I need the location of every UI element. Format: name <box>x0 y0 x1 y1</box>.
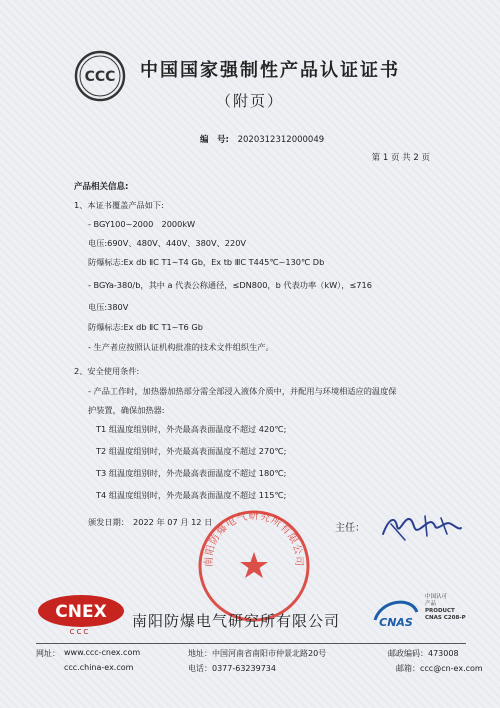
product1-voltage: 电压:690V、480V、440V、380V、220V <box>88 238 247 248</box>
product2-voltage: 电压:380V <box>88 302 129 312</box>
postcode: 邮政编码：473008 <box>388 649 459 658</box>
certificate-title: 中国国家强制性产品认证证书 <box>140 60 400 81</box>
website-link-2[interactable]: ccc.china-ex.com <box>64 663 134 672</box>
cnas-code: CNAS C208-P <box>425 615 466 621</box>
director-label: 主任： <box>335 523 365 534</box>
cnas-product: PRODUCT <box>425 608 455 614</box>
product2-ex-mark: 防爆标志:Ex db ⅡC T1~T6 Gb <box>88 322 203 332</box>
certificate-subtitle: （附页） <box>215 92 284 110</box>
issue-date: 颁发日期： 2022 年 07 月 12 日 <box>88 517 213 527</box>
temp-class-t3: T3 组温度组别时，外壳最高表面温度不超过 180℃; <box>96 468 287 478</box>
product1-ex-mark: 防爆标志:Ex db ⅡC T1~T4 Gb，Ex tb ⅢC T445℃~130℃ Db <box>88 257 325 267</box>
condition-line-1: - 产品工作时，加热器加热部分需全部浸入液体介质中，并配用与环境相适应的温度保 <box>88 386 397 396</box>
website-label: 网址： <box>36 649 60 658</box>
production-note: - 生产者应按照认证机构批准的技术文件组织生产。 <box>88 342 274 352</box>
email[interactable]: 邮箱：ccc@cn-ex.com <box>396 664 483 673</box>
product2-model: - BGYa-380/b，其中 a 代表公称通径，≤DN800，b 代表功率（kW），≤716 <box>88 280 372 290</box>
cnex-ccc-label: CCC <box>69 628 91 636</box>
website-link-1[interactable]: www.ccc-cnex.com <box>64 648 141 657</box>
page-count: 第 1 页 共 2 页 <box>371 153 430 163</box>
ccc-mark-text: CCC <box>84 69 116 85</box>
temp-class-t4: T4 组温度组别时，外壳最高表面温度不超过 115℃; <box>96 490 287 500</box>
number-value: 2020312312000049 <box>237 135 325 145</box>
section-heading: 产品相关信息: <box>74 182 129 192</box>
product1-model: - BGY100~2000 2000kW <box>88 219 196 229</box>
item2-heading: 2、安全使用条件: <box>74 366 140 376</box>
phone: 电话：0377-63239734 <box>188 664 276 673</box>
seal-text: 南阳防爆电气研究所有限公司 <box>203 511 305 568</box>
cnas-logo-text: CNAS <box>379 616 413 629</box>
number-label: 编 号: <box>200 135 229 145</box>
address: 地址：中国河南省南阳市仲景北路20号 <box>188 649 327 658</box>
director-signature <box>375 506 465 546</box>
cnas-accreditation-text <box>425 594 466 622</box>
temp-class-t1: T1 组温度组别时，外壳最高表面温度不超过 420℃; <box>96 424 287 434</box>
item1-heading: 1、本证书覆盖产品如下: <box>74 200 164 210</box>
footer-divider <box>36 643 466 644</box>
company-seal-stamp <box>196 508 312 624</box>
cnex-logo-icon <box>37 593 125 629</box>
organization-name: 南阳防爆电气研究所有限公司 <box>132 612 341 630</box>
condition-line-2: 护装置，确保加热器: <box>88 405 165 415</box>
cnex-logo-text: CNEX <box>55 602 107 622</box>
cnas-logo-icon <box>371 594 421 632</box>
certificate-number <box>200 133 324 145</box>
temp-class-t2: T2 组温度组别时，外壳最高表面温度不超过 270℃; <box>96 446 287 456</box>
cnas-title: 中国认可 产品 <box>425 594 448 607</box>
